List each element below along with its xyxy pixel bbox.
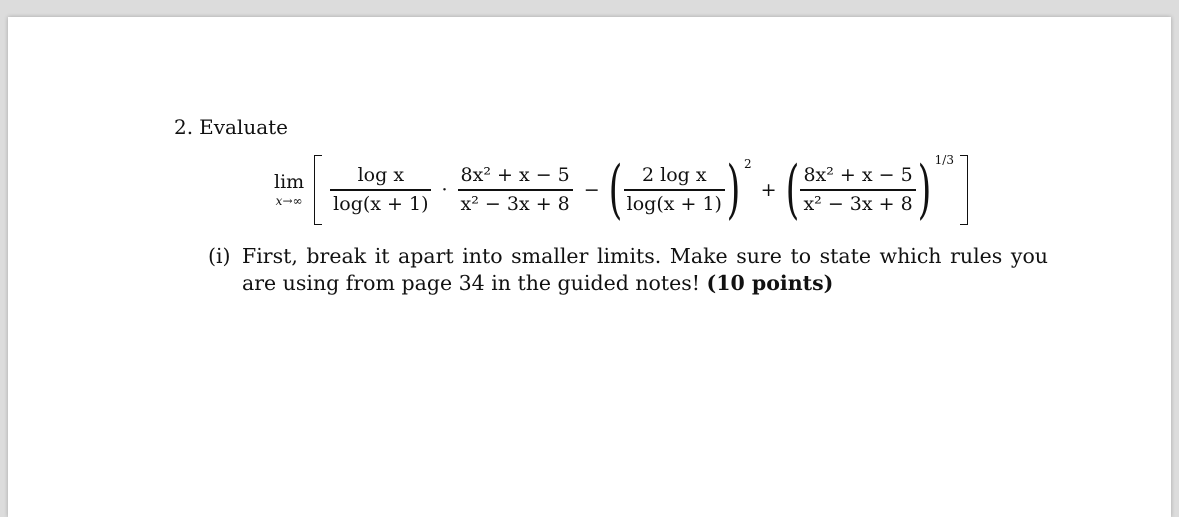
exponent-two: 2 — [743, 157, 752, 171]
limit-expression — [274, 153, 968, 227]
fraction-numerator: log x — [357, 164, 405, 187]
part-points: (10 points) — [706, 271, 834, 295]
fraction-numerator: 8x² + x − 5 — [803, 164, 913, 187]
fraction-2log-ratio — [624, 166, 725, 213]
plus-operator: + — [760, 178, 777, 201]
part-i — [208, 243, 1048, 297]
problem-number: 2. — [174, 115, 194, 139]
fraction-polynomial-ratio — [458, 166, 573, 213]
squared-term — [608, 153, 752, 227]
fraction-denominator: x² − 3x + 8 — [803, 192, 913, 215]
part-instructions: First, break it apart into smaller limits. Make sure to state which rules you are using from page 34 in the guided notes! — [242, 244, 1048, 295]
fraction-denominator: log(x + 1) — [333, 192, 429, 215]
fraction-log-ratio — [330, 166, 431, 213]
part-label: (i) — [208, 244, 231, 268]
problem-heading — [174, 115, 288, 139]
right-paren: ) — [917, 153, 932, 227]
multiply-operator: · — [441, 178, 448, 201]
limit-operator — [274, 173, 304, 207]
cube-root-term — [785, 153, 954, 227]
right-paren: ) — [726, 153, 741, 227]
right-bracket — [960, 155, 968, 225]
fraction-numerator: 2 log x — [642, 164, 707, 187]
left-bracket — [314, 155, 322, 225]
left-paren: ( — [608, 153, 623, 227]
left-paren: ( — [785, 153, 799, 227]
fraction-numerator: 8x² + x − 5 — [460, 164, 570, 187]
problem-prompt: Evaluate — [199, 115, 288, 139]
minus-operator: − — [583, 178, 600, 201]
lim-word: lim — [274, 171, 305, 193]
fraction-polynomial-ratio-2 — [800, 166, 915, 213]
fraction-denominator: x² − 3x + 8 — [460, 192, 570, 215]
fraction-denominator: log(x + 1) — [626, 192, 722, 215]
lim-subscript: x→∞ — [275, 194, 303, 208]
exponent-one-third: 1/3 — [934, 153, 954, 167]
part-body — [242, 243, 1048, 297]
document-page — [8, 17, 1171, 517]
